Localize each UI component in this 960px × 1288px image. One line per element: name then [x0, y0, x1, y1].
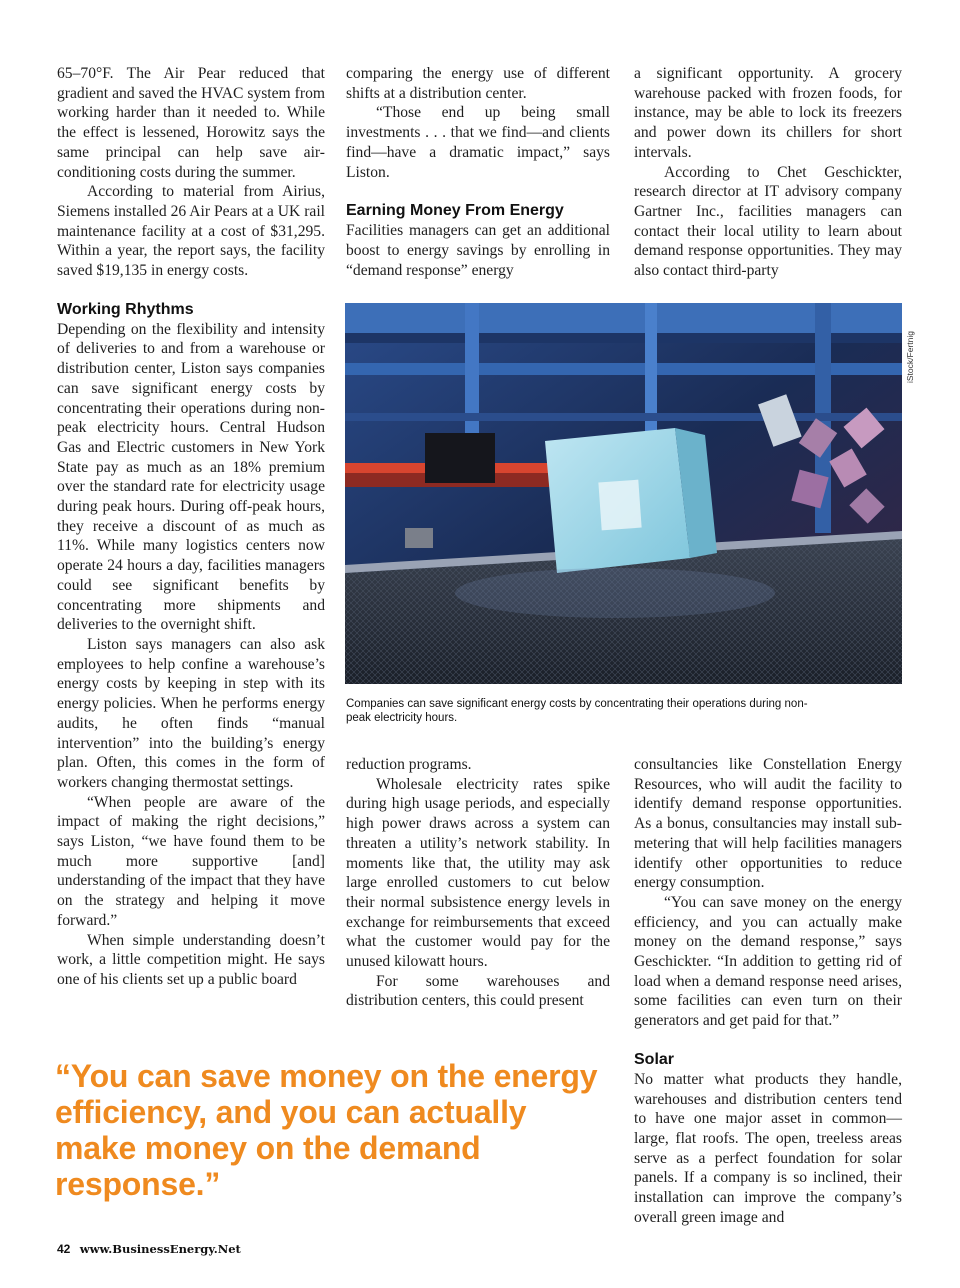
- body-paragraph: a significant opportunity. A grocery warehouse packed with frozen foods, for instance, may be able to lock its freezers and power down its chillers for short intervals.: [634, 65, 902, 161]
- warehouse-conveyor-photo: [345, 303, 902, 684]
- body-paragraph: reduction programs.: [346, 756, 472, 773]
- article-column-3-bottom: [634, 755, 902, 1227]
- photo-caption: Companies can save significant energy costs by concentrating their operations during non-peak electricity hours.: [346, 698, 808, 724]
- page-footer: [57, 1242, 241, 1256]
- website-url: www.BusinessEnergy.Net: [79, 1242, 241, 1256]
- body-paragraph: Facilities managers can get an additional boost to energy savings by enrolling in “demand response” energy: [346, 222, 610, 279]
- photo-illustration: [345, 303, 902, 684]
- article-column-3-top: [634, 64, 902, 281]
- section-heading-solar: Solar: [634, 1050, 675, 1068]
- pull-quote: “You can save money on the energy efficiency, and you can actually make money on the demand response.”: [55, 1058, 598, 1202]
- section-heading-working-rhythms: Working Rhythms: [57, 300, 194, 318]
- body-paragraph: According to Chet Geschickter, research director at IT advisory company Gartner Inc., facilities managers can contact their local utility to learn about demand response opportunities. They may also contact third-party: [634, 163, 902, 280]
- body-paragraph: No matter what products they handle, warehouses and distribution centers tend to have one major asset in common—large, flat roofs. The open, treeless areas serve as a perfect foundation for solar panels. If a company is so inclined, their installation can improve the company’s overall green image and: [634, 1070, 902, 1226]
- body-paragraph: For some warehouses and distribution centers, this could present: [346, 972, 610, 1010]
- body-paragraph: Liston says managers can also ask employees to help confine a warehouse’s energy costs by keeping in step with its energy policies. When he performs energy audits, he often finds “manual intervention” into the building’s energy plan. Often, this comes in the form of workers changing thermostat settings.: [57, 635, 325, 791]
- photo-credit: iStock/Fertnig: [905, 331, 915, 383]
- article-column-2-top: [346, 64, 610, 280]
- page-number: 42: [57, 1242, 71, 1256]
- body-paragraph: comparing the energy use of different shifts at a distribution center.: [346, 65, 610, 102]
- body-paragraph: According to material from Airius, Siemens installed 26 Air Pears at a UK rail maintenance facility at a cost of $31,295. Within a year, the report says, the facility saved $19,135 in energy costs.: [57, 183, 325, 280]
- body-paragraph: “You can save money on the energy efficiency, and you can actually make money on the demand response,” says Geschickter. “In addition to getting rid of load when a demand response need arises, some facilities can even turn on their generators and get paid for that.”: [634, 893, 902, 1030]
- body-paragraph: consultancies like Constellation Energy Resources, who will audit the facility to identify demand response opportunities. As a bonus, consultancies may install sub-metering that will help facilities managers identify other opportunities to reduce energy consumption.: [634, 756, 902, 892]
- article-column-2-bottom: [346, 755, 610, 1011]
- body-paragraph: When simple understanding doesn’t work, a little competition might. He says one of his clients set up a public board: [57, 931, 325, 988]
- body-paragraph: “Those end up being small investments . . . that we find—and clients find—have a dramatic impact,” says Liston.: [346, 104, 610, 181]
- article-column-1: [57, 64, 325, 990]
- body-paragraph: Wholesale electricity rates spike during high usage periods, and especially high power draws across a system can threaten a utility’s network stability. In moments like that, the utility may ask large enrolled customers to cut below their normal subsistence energy levels in exchange for reimbursements that exceed what the customer would pay for the unused kilowatt hours.: [346, 775, 610, 971]
- body-paragraph: 65–70°F. The Air Pear reduced that gradient and saved the HVAC system from working harder than it needed to. While the effect is lessened, Horowitz says the same principal can help save air-conditioning costs during the summer.: [57, 65, 325, 181]
- body-paragraph: Depending on the flexibility and intensity of deliveries to and from a warehouse or distribution center, Liston says companies can save significant energy costs by concentrating their operations during non-peak electricity hours. Central Hudson Gas and Electric customers in New York State pay as much as an 18% premium over the standard rate for electricity usage during peak hours. During off-peak hours, they receive a discount of as much as 11%. While many logistics centers now operate 24 hours a day, facilities managers could see significant benefits by concentrating more shipments and deliveries to the overnight shift.: [57, 320, 325, 634]
- section-heading-earning-money: Earning Money From Energy: [346, 202, 564, 220]
- body-paragraph: “When people are aware of the impact of making the right decisions,” says Liston, “we have found them to be much more supportive [and] understanding of the impact that they have on the strategy and helping it move forward.”: [57, 793, 325, 929]
